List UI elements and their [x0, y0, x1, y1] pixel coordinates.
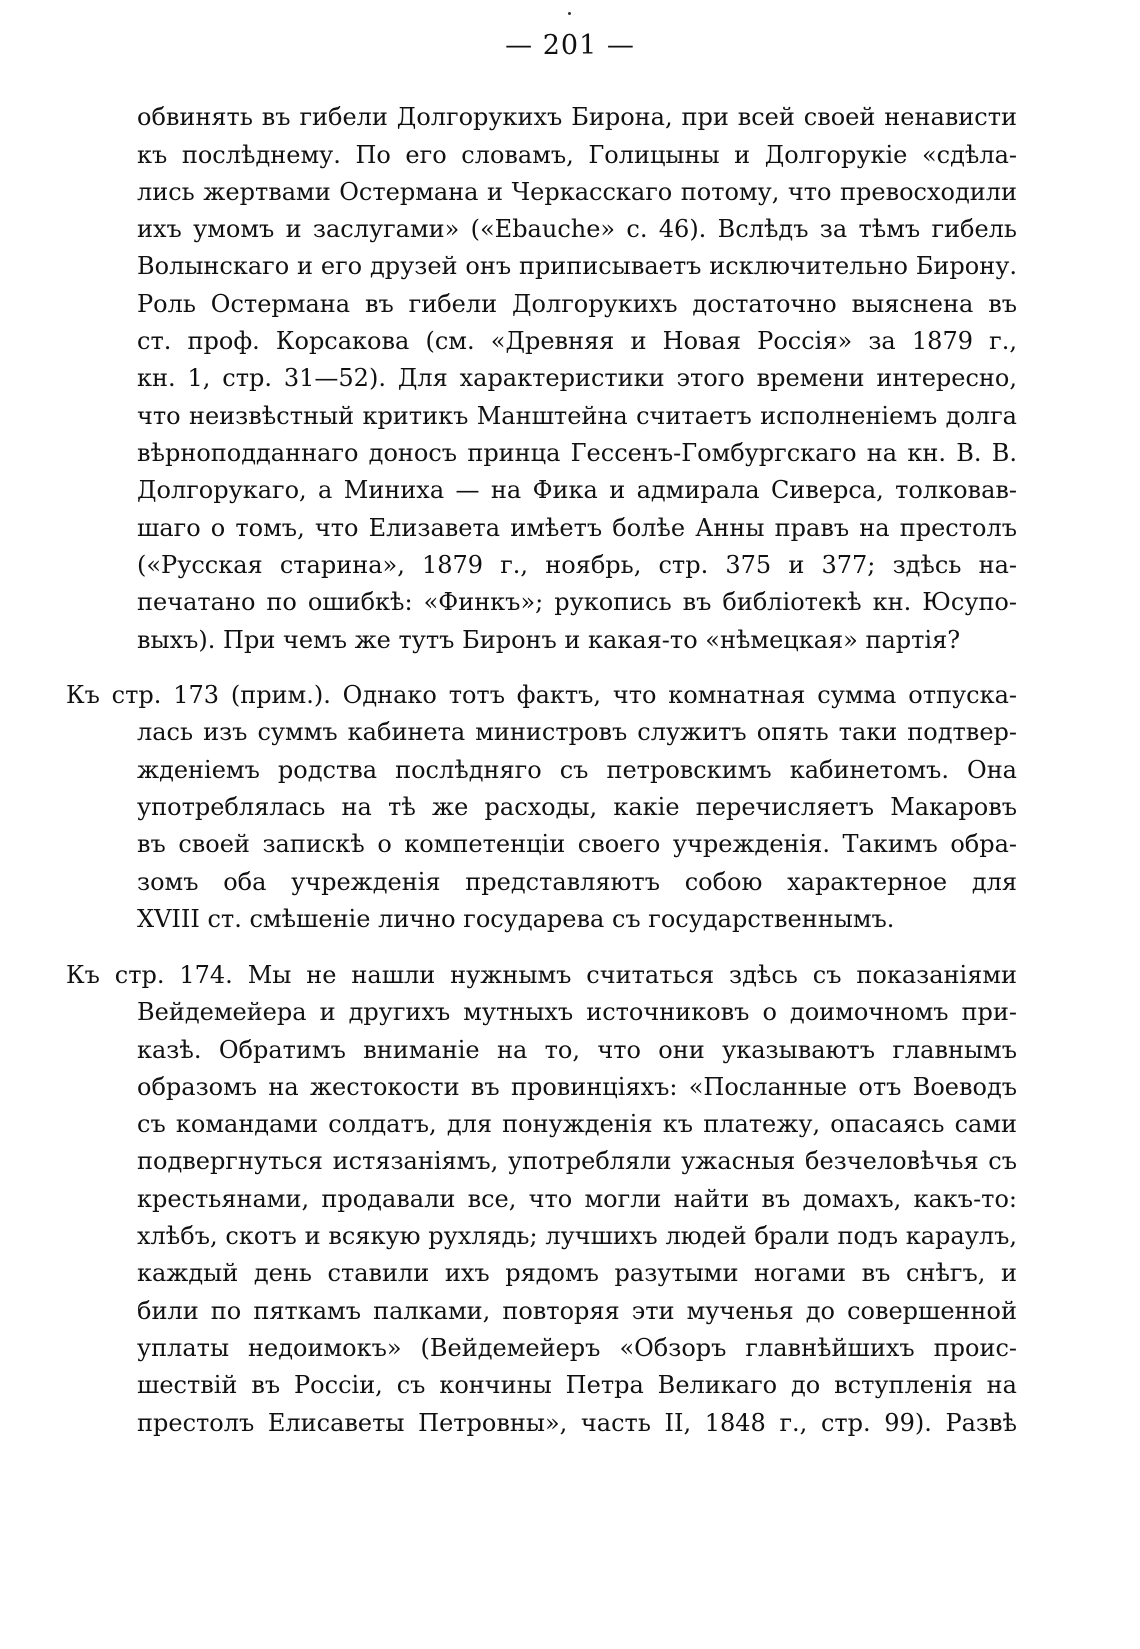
print-speck [568, 12, 571, 15]
text-line: ст. проф. Корсакова (см. «Древняя и Новая Россія» за 1879 г., [137, 327, 1017, 355]
text-line: Роль Остермана въ гибели Долгорукихъ достаточно выяснена въ [137, 290, 1017, 318]
text-line: Къ стр. 174. Мы не нашли нужнымъ считаться здѣсь съ показаніями [66, 961, 1017, 989]
text-line: вѣрноподданнаго доносъ принца Гессенъ-Гомбургскаго на кн. В. В. [137, 439, 1017, 467]
text-line: къ послѣднему. По его словамъ, Голицыны и Долгорукіе «сдѣла- [137, 141, 1017, 169]
text-line: шаго о томъ, что Елизавета имѣетъ болѣе Анны правъ на престолъ [137, 514, 1017, 542]
text-line: печатано по ошибкѣ: «Финкъ»; рукопись въ библіотекѣ кн. Юсупо- [137, 588, 1017, 616]
text-line: Къ стр. 173 (прим.). Однако тотъ фактъ, что комнатная сумма отпуска- [66, 681, 1017, 709]
text-line: употреблялась на тѣ же расходы, какіе перечисляетъ Макаровъ [137, 793, 1017, 821]
text-line: крестьянами, продавали все, что могли найти въ домахъ, какъ-то: [137, 1185, 1017, 1213]
text-line: казѣ. Обратимъ вниманіе на то, что они указываютъ главнымъ [137, 1036, 1017, 1064]
text-line: Долгорукаго, а Миниха — на Фика и адмирала Сиверса, толковав- [137, 476, 1017, 504]
text-line: уплаты недоимокъ» (Вейдемейеръ «Обзоръ главнѣйшихъ проис- [137, 1334, 1017, 1362]
text-line: подвергнуться истязаніямъ, употребляли ужасныя безчеловѣчья съ [137, 1147, 1017, 1175]
text-line: шествій въ Россіи, съ кончины Петра Великаго до вступленія на [137, 1371, 1017, 1399]
text-line: Вейдемейера и другихъ мутныхъ источниковъ о доимочномъ при- [137, 998, 1017, 1026]
page-number: — 201 — [505, 30, 635, 61]
text-line: лись жертвами Остермана и Черкасскаго потому, что превосходили [137, 178, 1017, 206]
text-line: били по пяткамъ палками, повторяя эти мученья до совершенной [137, 1297, 1017, 1325]
text-line: зомъ оба учрежденія представляютъ собою характерное для [137, 868, 1017, 896]
text-line: обвинять въ гибели Долгорукихъ Бирона, при всей своей ненависти [137, 103, 1017, 131]
text-line: выхъ). При чемъ же тутъ Биронъ и какая-то «нѣмецкая» партія? [137, 626, 961, 654]
text-line: престолъ Елисаветы Петровны», часть II, 1848 г., стр. 99). Развѣ [137, 1409, 1017, 1437]
text-line: XVIII ст. смѣшеніе лично государева съ государственнымъ. [137, 905, 895, 933]
text-line: что неизвѣстный критикъ Манштейна считаетъ исполненіемъ долга [137, 402, 1017, 430]
text-line: («Русская старина», 1879 г., ноябрь, стр. 375 и 377; здѣсь на- [137, 551, 1017, 579]
text-line: образомъ на жестокости въ провинціяхъ: «Посланные отъ Воеводъ [137, 1073, 1017, 1101]
text-line: кн. 1, стр. 31—52). Для характеристики этого времени интересно, [137, 364, 1017, 392]
text-line: съ командами солдатъ, для понужденія къ платежу, опасаясь сами [137, 1110, 1017, 1138]
text-line: хлѣбъ, скотъ и всякую рухлядь; лучшихъ людей брали подъ караулъ, [137, 1222, 1017, 1250]
text-line: Волынскаго и его друзей онъ приписываетъ исключительно Бирону. [137, 252, 1017, 280]
text-line: жденіемъ родства послѣдняго съ петровскимъ кабинетомъ. Она [137, 756, 1017, 784]
text-line: ихъ умомъ и заслугами» («Ebauche» с. 46). Вслѣдъ за тѣмъ гибель [137, 215, 1017, 243]
text-line: въ своей запискѣ о компетенціи своего учрежденія. Такимъ обра- [137, 830, 1017, 858]
text-line: лась изъ суммъ кабинета министровъ служитъ опять таки подтвер- [137, 718, 1017, 746]
text-line: каждый день ставили ихъ рядомъ разутыми ногами въ снѣгъ, и [137, 1259, 1017, 1287]
